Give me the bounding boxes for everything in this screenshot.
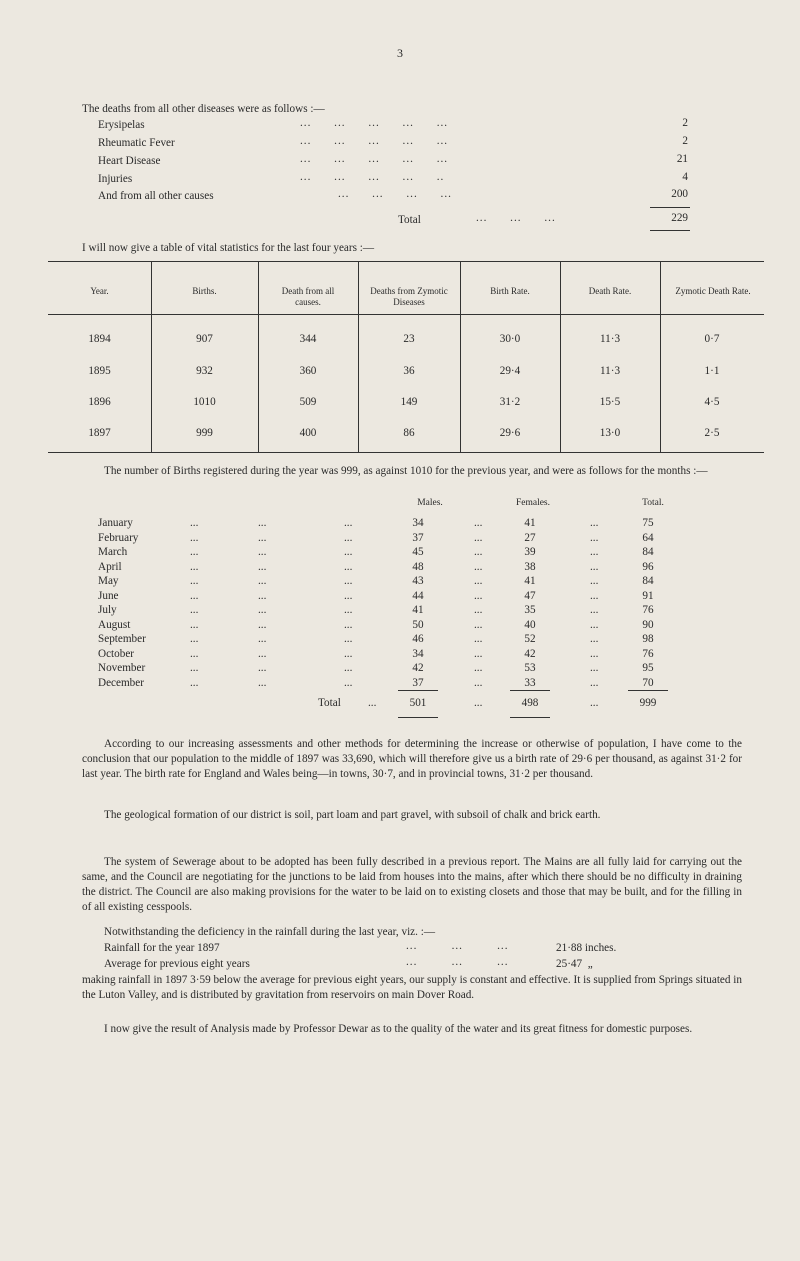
leader-dots: ... [474,648,483,660]
total-cell: 64 [642,532,654,544]
total-cell: 91 [642,590,654,602]
table-divider [358,261,359,452]
births-cell: 999 [196,427,213,439]
month-label: July [98,604,117,616]
leader-dots: ... [190,517,199,529]
leader-dots: ... [258,648,267,660]
zymotic-deaths-cell: 36 [403,365,415,377]
grand-total: 999 [639,697,657,709]
leader-dots: ... [590,532,599,544]
death-rate-cell: 11·3 [599,333,621,345]
leader-dots: ... [590,633,599,645]
total-cell: 76 [642,604,654,616]
leader-dots: ... [258,677,267,689]
leader-dots: ... [258,517,267,529]
leader-dots: ... [190,662,199,674]
year-cell: 1895 [88,365,111,377]
total-cell: 90 [642,619,654,631]
total-value: 229 [671,212,688,224]
item-value: 21·88 inches. [556,942,617,954]
leader-dots: ... [344,677,353,689]
leader-dots: ... [590,546,599,558]
leader-dots: ... [258,532,267,544]
deaths-cell: 400 [299,427,317,439]
females-cell: 39 [524,546,536,558]
birth-rate-cell: 29·4 [499,365,521,377]
total-cell: 70 [642,677,654,689]
analysis-text: I now give the result of Analysis made by Professor Dewar as to the quality of the water and its great fitness for domestic purposes. [104,1023,693,1035]
zymotic-deaths-cell: 149 [400,396,418,408]
total-cell: 96 [642,561,654,573]
analysis-paragraph [82,1022,742,1037]
month-label: September [98,633,146,645]
birth-rate-cell: 29·6 [499,427,521,439]
sum-rule [510,717,550,718]
leader-dots: ... [344,633,353,645]
column-header: Deaths from Zymotic Diseases [370,286,448,307]
leader-dots: ... [344,575,353,587]
females-cell: 41 [524,575,536,587]
leader-dots: ... [258,590,267,602]
zymotic-rate-cell: 1·1 [704,365,720,377]
leader-dots: ... [190,604,199,616]
leader-dots: ... [344,546,353,558]
leader-dots: ... ... ... ... ... [300,117,449,129]
month-label: December [98,677,144,689]
rainfall-intro [82,925,742,940]
table-divider [660,261,661,452]
month-label: April [98,561,122,573]
month-label: June [98,590,119,602]
leader-dots: ... [190,575,199,587]
leader-dots: ... [190,619,199,631]
column-header: Females. [515,498,551,508]
table-divider [258,261,259,452]
year-cell: 1896 [88,396,111,408]
leader-dots: ... ... ... [406,956,509,968]
total-cell: 98 [642,633,654,645]
males-cell: 34 [412,648,424,660]
population-paragraph [82,737,742,782]
leader-dots: ... [590,604,599,616]
leader-dots: ... [344,662,353,674]
item-value: 2 [682,117,688,129]
births-cell: 907 [196,333,213,345]
item-label: Heart Disease [98,155,161,167]
leader-dots: ... [190,648,199,660]
males-total: 501 [409,697,427,709]
item-label: And from all other causes [98,190,214,202]
year-cell: 1894 [88,333,111,345]
total-cell: 75 [642,517,654,529]
zymotic-deaths-cell: 86 [403,427,415,439]
leader-dots: ... [590,697,599,709]
leader-dots: ... [368,697,377,709]
leader-dots: ... [590,590,599,602]
month-label: February [98,532,139,544]
males-cell: 34 [412,517,424,529]
leader-dots: ... ... ... [476,212,556,224]
sum-rule [650,207,690,208]
leader-dots: ... [258,561,267,573]
death-rate-cell: 11·3 [599,365,621,377]
leader-dots: ... [474,619,483,631]
sum-rule [510,690,550,691]
leader-dots: ... [190,532,199,544]
month-label: October [98,648,135,660]
month-label: November [98,662,146,674]
month-label: January [98,517,133,529]
leader-dots: ... [190,561,199,573]
leader-dots: ... [590,648,599,660]
table-rule [48,314,764,315]
item-value: 200 [671,188,688,200]
zymotic-rate-cell: 2·5 [704,427,720,439]
item-label: Average for previous eight years [104,958,250,970]
sum-rule [628,690,668,691]
vital-intro: I will now give a table of vital statistics for the last four years :— [82,242,375,254]
deaths-cell: 344 [299,333,317,345]
leader-dots: ... [190,546,199,558]
leader-dots: ... ... ... ... ... [300,153,449,165]
males-cell: 48 [412,561,424,573]
total-cell: 76 [642,648,654,660]
zymotic-rate-cell: 4·5 [704,396,720,408]
leader-dots: ... [474,517,483,529]
leader-dots: ... [190,677,199,689]
males-cell: 50 [412,619,424,631]
column-header: Births. [192,286,217,296]
year-cell: 1897 [88,427,111,439]
leader-dots: ... [590,619,599,631]
other-deaths-intro: The deaths from all other diseases were as follows :— [82,103,325,115]
population-text: According to our increasing assessments and other methods for determining the increase or otherwise of population, I have come to the conclusion that our population to the middle of 1897 was 33,690, which will therefore give us a birth rate of 29·6 per thousand, as against 31·2 for last year. The birth rate for England and Wales being—in towns, 30·7, and in provincial towns, 31·2 per thousand. [82,738,742,780]
total-cell: 84 [642,575,654,587]
births-intro-text: The number of Births registered during the year was 999, as against 1010 for the previous year, and were as follows for the months :— [104,465,708,477]
column-header: Total. [642,498,664,508]
leader-dots: ... [474,546,483,558]
males-cell: 43 [412,575,424,587]
births-cell: 932 [196,365,213,377]
column-header: Year. [90,286,109,296]
column-header: Death Rate. [588,286,632,296]
month-label: May [98,575,119,587]
leader-dots: ... [344,532,353,544]
leader-dots: ... [474,633,483,645]
leader-dots: ... [344,604,353,616]
males-cell: 41 [412,604,424,616]
leader-dots: ... ... ... ... [338,188,452,200]
leader-dots: ... [344,648,353,660]
leader-dots: ... ... ... ... .. [300,171,445,183]
leader-dots: ... [258,662,267,674]
leader-dots: ... [590,677,599,689]
leader-dots: ... [474,604,483,616]
column-header: Males. [417,498,443,508]
geology-text: The geological formation of our district is soil, part loam and part gravel, with subsoil of chalk and brick earth. [104,809,601,821]
sewerage-paragraph [82,855,742,915]
deaths-cell: 509 [299,396,317,408]
total-label: Total [318,697,341,709]
sum-rule [398,717,438,718]
table-rule [48,452,764,453]
leader-dots: ... [474,532,483,544]
leader-dots: ... [258,619,267,631]
females-cell: 35 [524,604,536,616]
birth-rate-cell: 31·2 [499,396,521,408]
column-header: Zymotic Death Rate. [675,286,751,296]
leader-dots: ... [474,561,483,573]
births-cell: 1010 [193,396,216,408]
females-cell: 41 [524,517,536,529]
leader-dots: ... ... ... [406,940,509,952]
leader-dots: ... [190,590,199,602]
item-label: Rainfall for the year 1897 [104,942,220,954]
females-cell: 52 [524,633,536,645]
females-cell: 40 [524,619,536,631]
leader-dots: ... [474,575,483,587]
deaths-cell: 360 [299,365,317,377]
males-cell: 42 [412,662,424,674]
males-cell: 37 [412,532,424,544]
leader-dots: ... [258,633,267,645]
females-total: 498 [521,697,539,709]
total-label: Total [398,214,421,226]
leader-dots: ... [474,677,483,689]
sum-rule [398,690,438,691]
zymotic-rate-cell: 0·7 [704,333,720,345]
leader-dots: ... [344,517,353,529]
leader-dots: ... [590,517,599,529]
death-rate-cell: 13·0 [599,427,621,439]
column-header: Birth Rate. [490,286,530,296]
leader-dots: ... [590,561,599,573]
item-label: Rheumatic Fever [98,137,175,149]
leader-dots: ... [474,662,483,674]
page-number: 3 [397,46,403,60]
leader-dots: ... [474,590,483,602]
leader-dots: ... [474,697,483,709]
item-label: Injuries [98,173,133,185]
leader-dots: ... [258,604,267,616]
leader-dots: ... [344,590,353,602]
sewerage-text: The system of Sewerage about to be adopted has been fully described in a previous report. The Mains are all fully laid for carrying out the same, and the Council are negotiating for the junctions to be laid from houses into the mains, after which there should be no difficulty in draining the district. The Council are also making provisions for the water to be laid on to existing closets and those that may be built, and for the filling in of all existing cesspools. [82,856,742,913]
item-label: Erysipelas [98,119,145,131]
month-label: March [98,546,128,558]
total-cell: 84 [642,546,654,558]
females-cell: 33 [524,677,536,689]
item-value: 25·47 „ [556,958,593,970]
birth-rate-cell: 30·0 [499,333,521,345]
item-value: 4 [682,171,688,183]
females-cell: 42 [524,648,536,660]
rainfall-intro-text: Notwithstanding the deficiency in the rainfall during the last year, viz. :— [104,926,436,938]
females-cell: 27 [524,532,536,544]
month-label: August [98,619,131,631]
item-value: 2 [682,135,688,147]
leader-dots: ... [590,575,599,587]
females-cell: 47 [524,590,536,602]
males-cell: 44 [412,590,424,602]
males-cell: 46 [412,633,424,645]
leader-dots: ... [590,662,599,674]
males-cell: 45 [412,546,424,558]
leader-dots: ... [190,633,199,645]
rainfall-paragraph: making rainfall in 1897 3·59 below the average for previous eight years, our supply is constant and effective. It is supplied from Springs situated in the Luton Valley, and is distributed by gravitation from reservoirs on main Dover Road. [82,974,742,1001]
births-intro [82,464,742,479]
females-cell: 38 [524,561,536,573]
leader-dots: ... [258,575,267,587]
death-rate-cell: 15·5 [599,396,621,408]
table-rule [48,261,764,262]
sum-rule [650,230,690,231]
leader-dots: ... [344,619,353,631]
leader-dots: ... ... ... ... ... [300,135,449,147]
leader-dots: ... [344,561,353,573]
geology-paragraph [82,808,742,823]
zymotic-deaths-cell: 23 [403,333,415,345]
females-cell: 53 [524,662,536,674]
item-value: 21 [676,153,688,165]
males-cell: 37 [412,677,424,689]
total-cell: 95 [642,662,654,674]
column-header: Death from all causes. [281,286,335,307]
leader-dots: ... [258,546,267,558]
